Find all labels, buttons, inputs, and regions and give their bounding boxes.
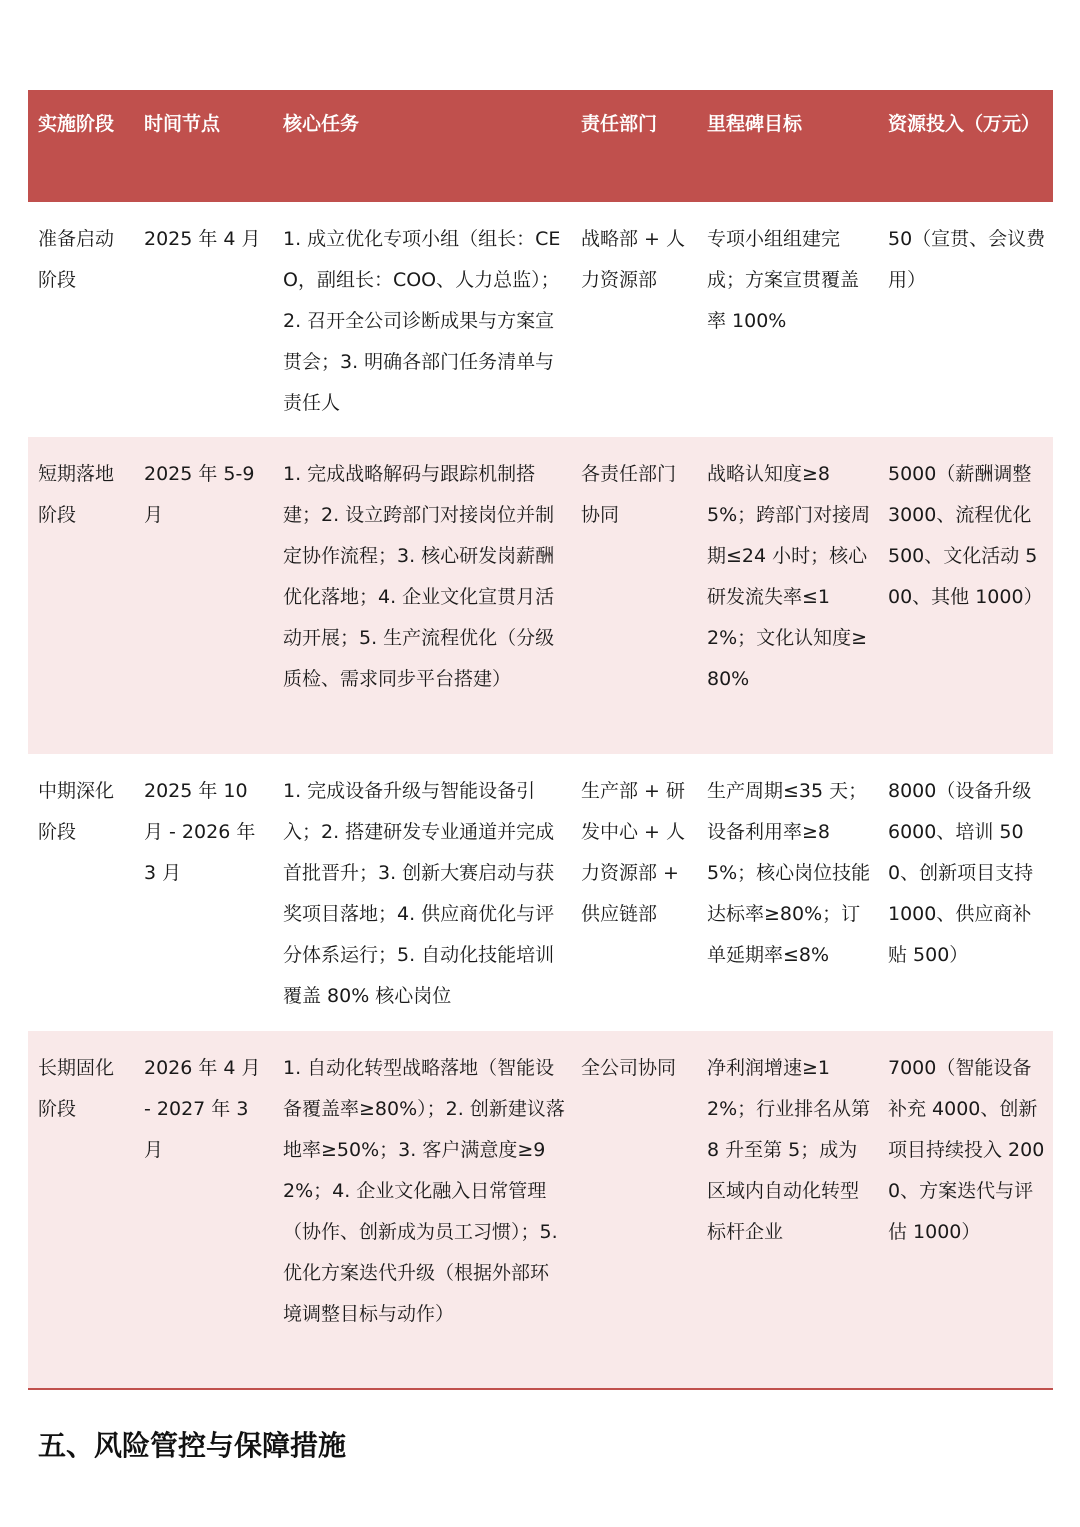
- section-heading: 五、风险管控与保障措施: [38, 1429, 347, 1462]
- cell-dept: 生产部 + 研发中心 + 人力资源部 + 供应链部: [581, 780, 685, 925]
- cell-phase: 长期固化阶段: [28, 1031, 134, 1389]
- cell-milestone: 生产周期≤35 天；设备利用率≥85%；核心岗位技能达标率≥80%；订单延期率≤8%: [707, 780, 871, 966]
- implementation-plan-table: [28, 90, 1053, 1390]
- cell-milestone: 战略认知度≥85%；跨部门对接周期≤24 小时；核心研发流失率≤12%；文化认知度≥80%: [707, 463, 871, 690]
- table-header: [28, 90, 1053, 202]
- cell-time: 2025 年 5-9 月: [144, 463, 255, 526]
- cell-tasks: 1. 自动化转型战略落地（智能设备覆盖率≥80%）；2. 创新建议落地率≥50%；3. 客户满意度≥92%；4. 企业文化融入日常管理（协作、创新成为员工习惯）；5. 优化方案迭代升级（根据外部环境调整目标与动作）: [273, 1031, 571, 1389]
- cell-dept: 全公司协同: [571, 1031, 697, 1389]
- cell-resource: 8000（设备升级 6000、培训 500、创新项目支持 1000、供应商补贴 500）: [888, 780, 1034, 966]
- table-header-row: [28, 90, 1053, 202]
- cell-phase: 短期落地阶段: [38, 463, 115, 526]
- cell-resource: 50（宣贯、会议费用）: [888, 228, 1046, 291]
- table-row: [28, 1031, 1053, 1389]
- cell-time: 2025 年 10 月 - 2026 年 3 月: [144, 780, 256, 884]
- cell-tasks: 1. 成立优化专项小组（组长：CEO，副组长：COO、人力总监）；2. 召开全公司诊断成果与方案宣贯会；3. 明确各部门任务清单与责任人: [283, 228, 561, 414]
- cell-tasks: 1. 完成设备升级与智能设备引入；2. 搭建研发专业通道并完成首批晋升；3. 创新大赛启动与获奖项目落地；4. 供应商优化与评分体系运行；5. 自动化技能培训覆盖 80% 核心岗位: [283, 780, 555, 1007]
- cell-milestone: 净利润增速≥12%；行业排名从第 8 升至第 5；成为区域内自动化转型标杆企业: [697, 1031, 878, 1389]
- table-row: [28, 202, 1053, 437]
- header-milestone: 里程碑目标: [707, 113, 803, 135]
- table-row: [28, 754, 1053, 1031]
- cell-time: 2025 年 4 月: [144, 228, 261, 250]
- cell-dept: 各责任部门协同: [581, 463, 677, 526]
- cell-resource: 7000（智能设备补充 4000、创新项目持续投入 2000、方案迭代与评估 1000）: [878, 1031, 1053, 1389]
- cell-resource: 5000（薪酬调整 3000、流程优化 500、文化活动 500、其他 1000）: [888, 463, 1043, 608]
- cell-milestone: 专项小组组建完成；方案宣贯覆盖率 100%: [707, 228, 860, 332]
- implementation-table-container: [28, 90, 1053, 1390]
- cell-tasks: 1. 完成战略解码与跟踪机制搭建；2. 设立跨部门对接岗位并制定协作流程；3. 核心研发岗薪酬优化落地；4. 企业文化宣贯月活动开展；5. 生产流程优化（分级质检、需求同步平台搭建）: [283, 463, 555, 690]
- cell-time: 2026 年 4 月 - 2027 年 3 月: [134, 1031, 273, 1389]
- table-body: [28, 202, 1053, 1389]
- cell-phase: 准备启动阶段: [38, 228, 115, 291]
- header-time: 时间节点: [144, 113, 221, 135]
- header-resource: 资源投入（万元）: [888, 113, 1041, 135]
- cell-dept: 战略部 + 人力资源部: [581, 228, 685, 291]
- table-row: [28, 437, 1053, 754]
- cell-phase: 中期深化阶段: [38, 780, 115, 843]
- header-phase: 实施阶段: [38, 113, 115, 135]
- header-tasks: 核心任务: [283, 113, 360, 135]
- header-dept: 责任部门: [581, 113, 658, 135]
